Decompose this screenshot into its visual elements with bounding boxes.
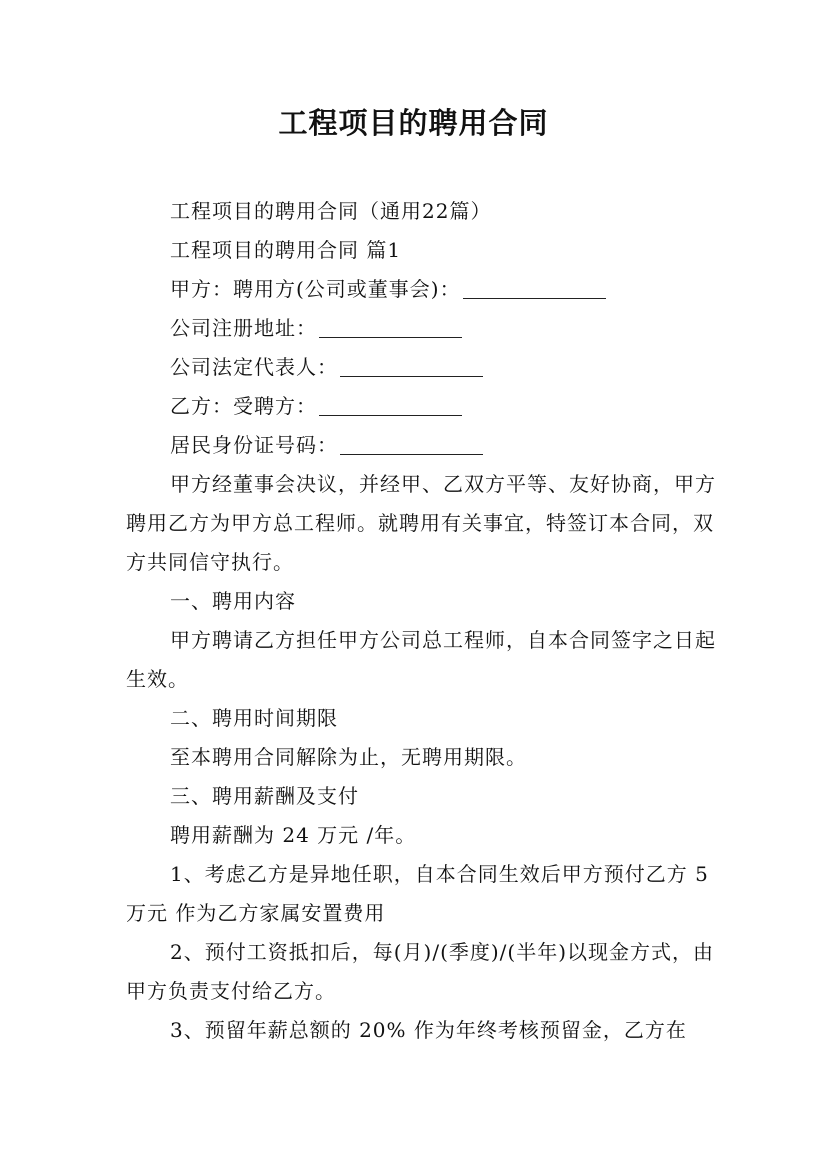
section-heading: 三、聘用薪酬及支付 (170, 784, 359, 808)
paragraph-text: 工程项目的聘用合同（通用22篇） (170, 199, 492, 223)
company-address-line (126, 309, 716, 348)
section-heading: 一、聘用内容 (170, 589, 296, 613)
legal-representative-line (126, 348, 716, 387)
field-label: 居民身份证号码： (170, 433, 338, 457)
party-b-line (126, 387, 716, 426)
document-title: 工程项目的聘用合同 (278, 106, 549, 140)
fill-in-blank (463, 276, 606, 299)
fill-in-blank (340, 354, 483, 377)
body-paragraph: 甲方聘请乙方担任甲方公司总工程师，自本合同签字之日起生效。 (126, 628, 716, 691)
document-body (126, 192, 716, 1050)
body-paragraph: 甲方经董事会决议，并经甲、乙双方平等、友好协商，甲方聘用乙方为甲方总工程师。就聘用有关事宜，特签订本合同，双方共同信守执行。 (126, 472, 716, 574)
fill-in-blank (340, 432, 483, 455)
section-heading: 二、聘用时间期限 (170, 706, 338, 730)
fill-in-blank (319, 393, 462, 416)
list-item: 1、考虑乙方是异地任职，自本合同生效后甲方预付乙方 5万元 作为乙方家属安置费用 (126, 862, 709, 925)
list-item: 2、预付工资抵扣后，每(月)/(季度)/(半年)以现金方式，由甲方负责支付给乙方。 (126, 940, 715, 1003)
paragraph-text: 工程项目的聘用合同 篇1 (170, 238, 402, 262)
section-heading (126, 231, 716, 270)
id-number-line (126, 426, 716, 465)
list-item: 3、预留年薪总额的 20% 作为年终考核预留金，乙方在 (170, 1018, 687, 1042)
body-paragraph: 至本聘用合同解除为止，无聘用期限。 (170, 745, 527, 769)
subtitle-line (126, 192, 716, 231)
field-label: 公司注册地址： (170, 316, 317, 340)
fill-in-blank (319, 315, 462, 338)
field-label: 乙方：受聘方： (170, 394, 317, 418)
field-label: 甲方：聘用方(公司或董事会)： (170, 277, 461, 301)
party-a-line (126, 270, 716, 309)
field-label: 公司法定代表人： (170, 355, 338, 379)
body-paragraph: 聘用薪酬为 24 万元 /年。 (170, 823, 417, 847)
